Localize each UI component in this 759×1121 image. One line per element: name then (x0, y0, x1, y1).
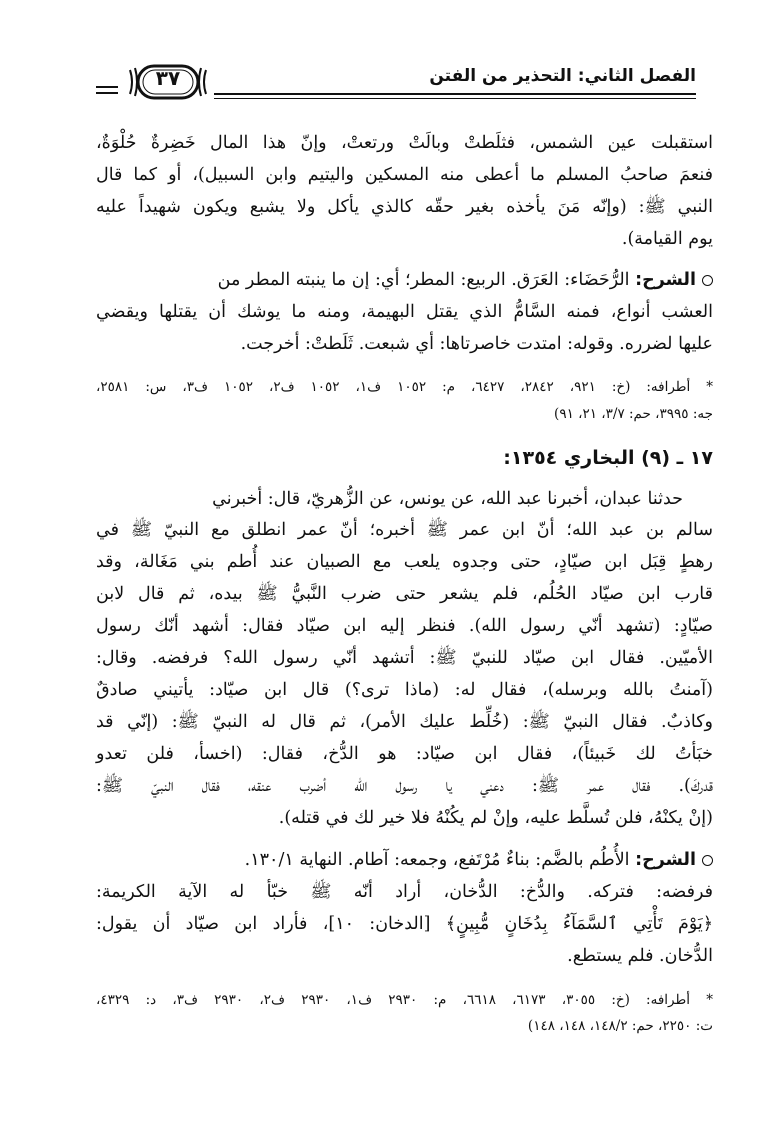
body-line: قدركَ). فقال عمر ﷺ: دعني يا رسول الله أضرب عنقه، فقال النبيّ ﷺ: (96, 776, 713, 796)
body-line: (آمنتُ بالله وبرسله)، فقال له: (ماذا ترى؟) قال ابن صيّاد: يأتيني صادقٌ (96, 680, 713, 700)
body-line: الأميّين. فقال ابن صيّاد للنبيّ ﷺ: أتشهد أنّي رسول الله؟ فرفضه. وقال: (96, 648, 713, 668)
sharh-text: الرُّحَضَاء: العَرَق. الربيع: المطر؛ أي: إن ما ينبته المطر من (217, 270, 630, 290)
chapter-title: الفصل الثاني: التحذير من الفتن (429, 66, 696, 86)
body-line: فنعمَ صاحبُ المسلم ما أعطى منه المسكين واليتيم وابن السبيل)، أو كما قال (96, 165, 713, 185)
body-line: وكاذبٌ. فقال النبيّ ﷺ: (خُلِّط عليك الأمر)، ثم قال له النبيّ ﷺ: (إنّي قد (96, 712, 713, 732)
body-line: استقبلت عين الشمس، فثلَطتْ وبالَتْ ورتعتْ، وإنّ هذا المال خَضِرةٌ حُلْوَةٌ، (96, 133, 713, 153)
references-line: * أطرافه: (خ: ٩٢١، ٢٨٤٢، ٦٤٢٧، م: ١٠٥٢ ف١، ١٠٥٢ ف٢، ١٠٥٢ ف٣، س: ٢٥٨١، (96, 379, 713, 395)
sharh-line (218, 268, 713, 292)
header-dash-bottom (96, 92, 118, 94)
body-line: يوم القيامة). (621, 229, 713, 249)
body-line: (إنْ يكنْهُ، فلن تُسلَّط عليه، وإنْ لم يكُنْهُ فلا خير لك في قتله). (278, 808, 713, 828)
references-line: ت: ٢٢٥٠، حم: ١٤٨/٢، ١٤٨، ١٤٨) (527, 1018, 713, 1034)
body-line: صيّادٍ: (تشهد أنّي رسول الله). فنظر إليه ابن صيّاد فقال: أشهد أنّك رسول (96, 616, 713, 636)
body-line: رهطٍ قِبَل ابن صيّادٍ، حتى وجدوه يلعب مع الصبيان عند أُطم بني مَغَالة، وقد (96, 552, 713, 572)
header-dash-top (96, 86, 118, 88)
page-number: ٣٧ (155, 66, 181, 90)
sharh-label: الشرح: (635, 270, 696, 290)
header-rule-top (214, 93, 696, 95)
body-line: النبي ﷺ: (وإنّه مَنَ يأخذه بغير حقّه كالذي يأكل ولا يشبع ويكون شهيداً عليه (96, 197, 713, 217)
bullet-circle-icon (702, 855, 713, 866)
hadith-heading: ١٧ ـ (٩) البخاري ١٣٥٤: (503, 447, 713, 469)
page-header (96, 62, 696, 106)
body-line: خبَأتُ لك خَبيئاً)، فقال ابن صيّاد: هو الدُّخ، فقال: (اخسأ، فلن تعدو (96, 744, 713, 764)
body-line: قارب ابن صيّاد الحُلُم، فلم يشعر حتى ضرب النَّبيُّ ﷺ بيده، ثم قال لابن (96, 584, 713, 604)
sharh-line: فرفضه: فتركه. والدُّخ: الدُّخان، أراد أنّه ﷺ خبّأ له الآية الكريمة: (96, 882, 713, 902)
sharh-label: الشرح: (635, 850, 696, 870)
header-rule-bottom (214, 98, 696, 99)
sharh-line: ﴿يَوْمَ تَأْتِي ٱلسَّمَآءُ بِدُخَانٍ مُّبِينٍ﴾ [الدخان: ١٠]، فأراد ابن صيّاد أن يقول: (96, 914, 713, 934)
references-line: * أطرافه: (خ: ٣٠٥٥، ٦١٧٣، ٦٦١٨، م: ٢٩٣٠ ف١، ٢٩٣٠ ف٢، ٢٩٣٠ ف٣، د: ٤٣٢٩، (96, 992, 713, 1008)
body-line: حدثنا عبدان، أخبرنا عبد الله، عن يونس، عن الزُّهريّ، قال: أخبرني (212, 489, 683, 509)
body-line: سالم بن عبد الله؛ أنّ ابن عمر ﷺ أخبره؛ أنّ عمر انطلق مع النبيّ ﷺ في (96, 520, 713, 540)
bullet-circle-icon (702, 275, 713, 286)
sharh-line: عليها لضرره. وقوله: امتدت خاصرتاها: أي شبعت. ثَلَطتْ: أخرجت. (240, 334, 713, 354)
sharh-line (245, 848, 713, 872)
sharh-text: الأُطُم بالضَّم: بناءٌ مُرْتَفع، وجمعه: آطام. النهاية ١٣٠/١. (244, 850, 630, 870)
sharh-line: الدُّخان. فلم يستطع. (567, 946, 713, 966)
sharh-line: العشب أنواع، فمنه السَّامُّ الذي يقتل البهيمة، ومنه ما يوشك أن يقتلها ويقضي (96, 302, 713, 322)
references-line: جه: ٣٩٩٥، حم: ٣/٧، ٢١، ٩١) (554, 406, 713, 422)
